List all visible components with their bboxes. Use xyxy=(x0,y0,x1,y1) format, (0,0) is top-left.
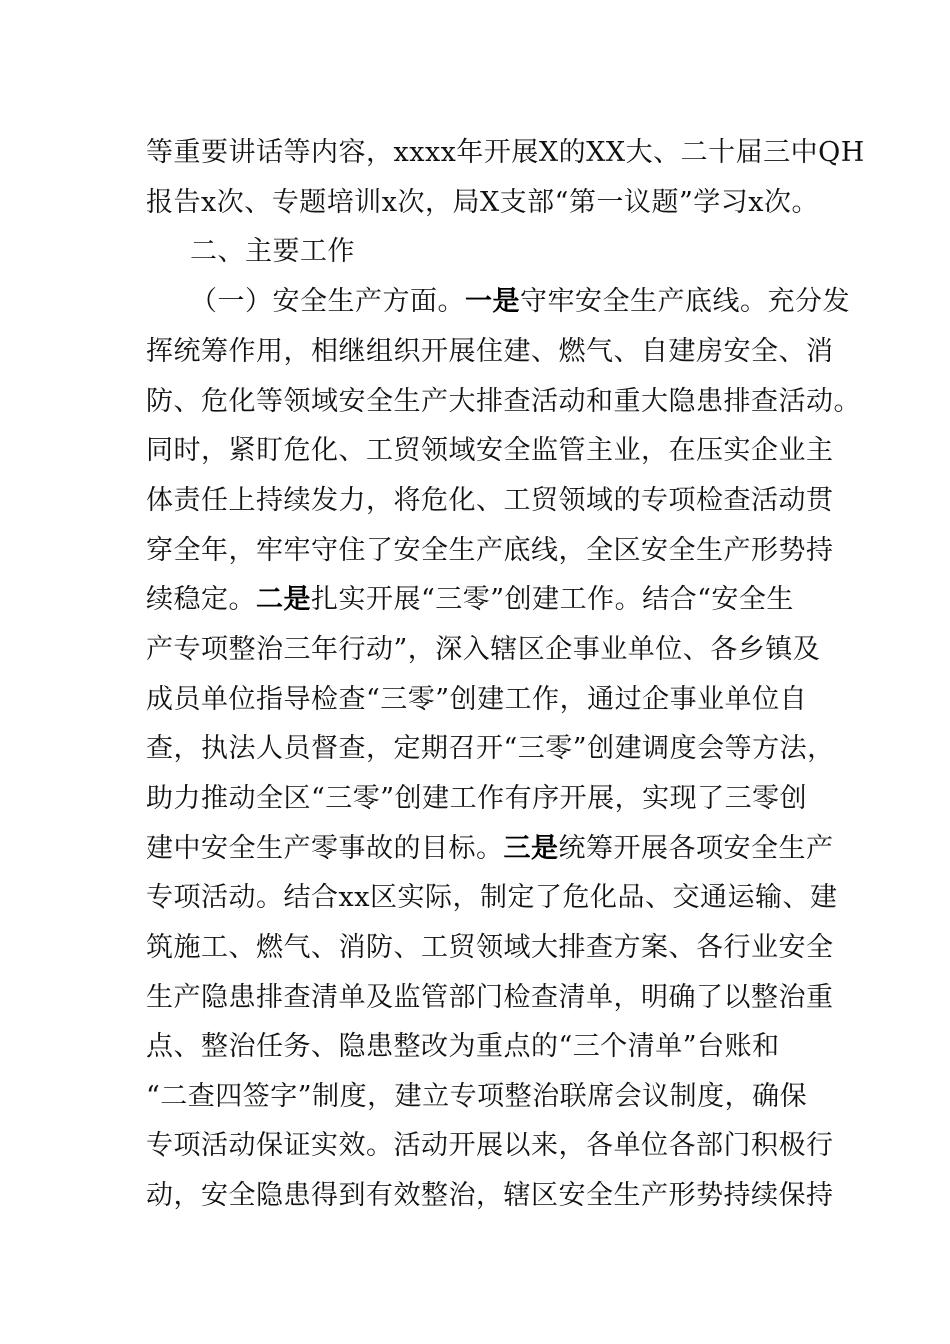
body-text-line xyxy=(146,829,926,869)
body-text-line xyxy=(146,928,926,968)
subsection-heading-text: （一）安全生产方面。 xyxy=(190,286,465,317)
body-text-line xyxy=(146,531,926,571)
text-run: 体责任上持续发力，将危化、工贸领域的专项检查活动贯 xyxy=(146,485,834,516)
body-text-line xyxy=(146,978,926,1018)
body-text-line xyxy=(146,481,926,521)
body-text-line xyxy=(146,1077,926,1117)
point-marker-three: 三是 xyxy=(503,833,559,864)
point-marker-two: 二是 xyxy=(256,584,311,615)
body-text-line xyxy=(146,1027,926,1067)
text-run: 等重要讲话等内容，xxxx年开展X的XX大、二十届三中QH xyxy=(146,137,865,168)
body-text-line xyxy=(146,1176,926,1216)
text-run: 查，执法人员督查，定期召开“三零”创建调度会等方法， xyxy=(146,733,835,764)
body-text-line xyxy=(146,729,926,769)
text-run: 防、危化等领域安全生产大排查活动和重大隐患排查活动。 xyxy=(146,386,861,417)
text-run: 助力推动全区“三零”创建工作有序开展，实现了三零创 xyxy=(146,783,808,814)
text-run: 扎实开展“三零”创建工作。结合“安全生 xyxy=(311,584,794,615)
text-run: 挥统筹作用，相继组织开展住建、燃气、自建房安全、消 xyxy=(146,336,834,367)
text-run: 筑施工、燃气、消防、工贸领域大排查方案、各行业安全 xyxy=(146,932,834,963)
section-heading xyxy=(190,232,950,272)
text-run: 生产隐患排查清单及监管部门检查清单，明确了以整治重 xyxy=(146,982,834,1013)
text-run: 守牢安全生产底线。充分发 xyxy=(520,286,850,317)
text-run: 成员单位指导检查“三零”创建工作，通过企事业单位自 xyxy=(146,684,808,715)
text-run: 专项活动。结合xx区实际，制定了危化品、交通运输、建 xyxy=(146,882,838,913)
text-run: 续稳定。 xyxy=(146,584,256,615)
body-text-line xyxy=(146,133,926,173)
text-run: 产专项整治三年行动”，深入辖区企事业单位、各乡镇及 xyxy=(146,634,821,665)
text-run: 专项活动保证实效。活动开展以来，各单位各部门积极行 xyxy=(146,1130,834,1161)
text-run: 统筹开展各项安全生产 xyxy=(558,833,834,864)
text-run: 点、整治任务、隐患整改为重点的“三个清单”台账和 xyxy=(146,1031,780,1062)
body-text-line xyxy=(146,878,926,918)
subsection-first-line xyxy=(190,282,950,322)
text-run: 建中安全生产零事故的目标。 xyxy=(146,833,504,864)
body-text-line xyxy=(146,332,926,372)
body-text-line xyxy=(146,382,926,422)
point-marker-one: 一是 xyxy=(465,286,520,317)
body-text-line xyxy=(146,580,926,620)
body-text-line xyxy=(146,680,926,720)
body-text-line xyxy=(146,431,926,471)
text-run: 穿全年，牢牢守住了安全生产底线，全区安全生产形势持 xyxy=(146,535,834,566)
text-run: “二查四签字”制度，建立专项整治联席会议制度，确保 xyxy=(146,1081,808,1112)
body-text-line xyxy=(146,779,926,819)
text-run: 同时，紧盯危化、工贸领域安全监管主业，在压实企业主 xyxy=(146,435,834,466)
text-run: 动，安全隐患得到有效整治，辖区安全生产形势持续保持 xyxy=(146,1180,834,1211)
text-run: 报告x次、专题培训x次，局X支部“第一议题”学习x次。 xyxy=(146,187,820,218)
body-text-line xyxy=(146,630,926,670)
body-text-line xyxy=(146,1126,926,1166)
body-text-line xyxy=(146,183,926,223)
section-heading-text: 二、主要工作 xyxy=(190,236,355,267)
